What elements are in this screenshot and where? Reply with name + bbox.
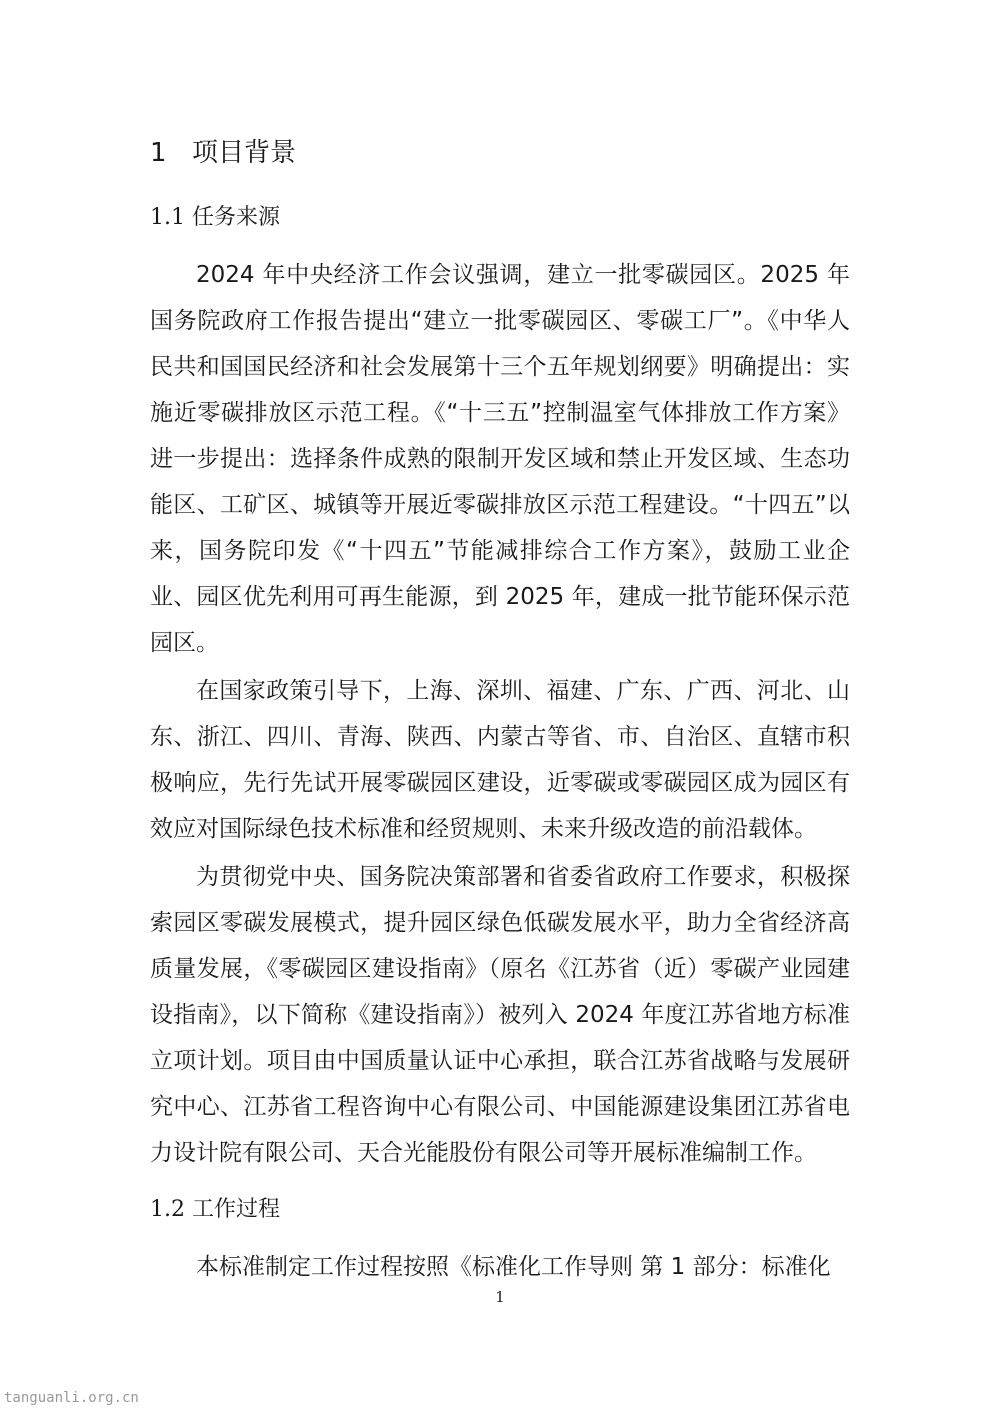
document-body <box>150 128 850 1292</box>
page-number: 1 <box>495 1288 505 1306</box>
paragraph-regional-response: 在国家政策引导下，上海、深圳、福建、广东、广西、河北、山东、浙江、四川、青海、陕西、内蒙古等省、市、自治区、直辖市积极响应，先行先试开展零碳园区建设，近零碳或零碳园区成为园区有效应对国际绿色技术标准和经贸规则、未来升级改造的前沿载体。 <box>150 678 850 842</box>
subsection-heading-1-1 <box>150 196 850 240</box>
section-title: 项目背景 <box>192 138 297 168</box>
subsection-number: 1.2 <box>150 1197 185 1222</box>
subsection-number: 1.1 <box>150 205 185 230</box>
subsection-title: 工作过程 <box>192 1197 281 1222</box>
section-number: 1 <box>150 138 167 168</box>
site-watermark: tanguanli.org.cn <box>4 1390 139 1406</box>
paragraph-project-origin: 为贯彻党中央、国务院决策部署和省委省政府工作要求，积极探索园区零碳发展模式，提升园区绿色低碳发展水平，助力全省经济高质量发展，《零碳园区建设指南》（原名《江苏省（近）零碳产业园建设指南》，以下简称《建设指南》）被列入 2024 年度江苏省地方标准立项计划。项目由中国质量认证中心承担，联合江苏省战略与发展研究中心、江苏省工程咨询中心有限公司、中国能源建设集团江苏省电力设计院有限公司、天合光能股份有限公司等开展标准编制工作。 <box>150 864 850 1166</box>
paragraph-policy-background: 2024 年中央经济工作会议强调，建立一批零碳园区。2025 年国务院政府工作报告提出“建立一批零碳园区、零碳工厂”。《中华人民共和国国民经济和社会发展第十三个五年规划纲要》明确提出：实施近零碳排放区示范工程。《“十三五”控制温室气体排放工作方案》进一步提出：选择条件成熟的限制开发区域和禁止开发区域、生态功能区、工矿区、城镇等开展近零碳排放区示范工程建设。“十四五”以来，国务院印发《“十四五”节能减排综合工作方案》，鼓励工业企业、园区优先利用可再生能源，到 2025 年，建成一批节能环保示范园区。 <box>150 262 850 656</box>
section-heading-1 <box>150 128 850 178</box>
subsection-title: 任务来源 <box>192 205 281 230</box>
subsection-heading-1-2 <box>150 1188 850 1232</box>
paragraph-work-process: 本标准制定工作过程按照《标准化工作导则 第 1 部分：标准化 <box>196 1254 831 1280</box>
